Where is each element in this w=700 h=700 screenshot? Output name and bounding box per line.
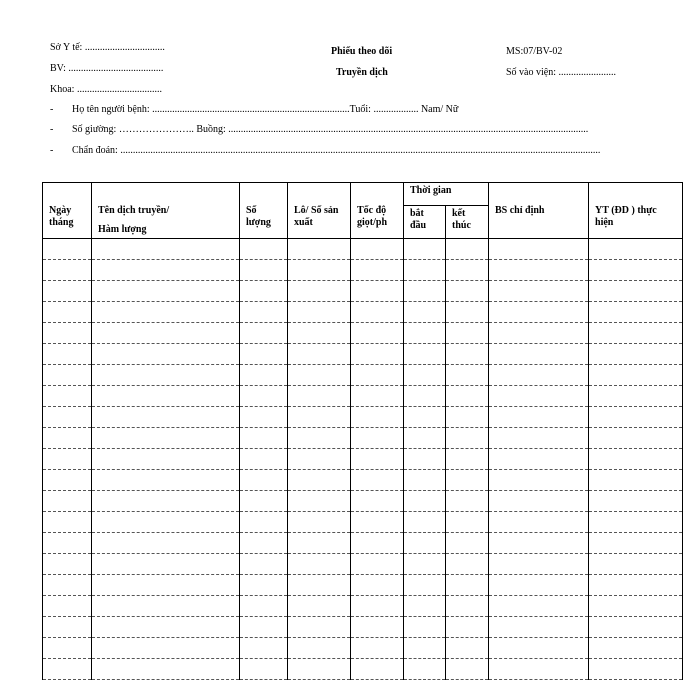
- table-cell[interactable]: [351, 428, 404, 449]
- table-cell[interactable]: [446, 407, 489, 428]
- table-cell[interactable]: [589, 386, 683, 407]
- form-title: Phiếu theo dõi: [331, 46, 393, 57]
- table-cell[interactable]: [589, 449, 683, 470]
- table-cell[interactable]: [240, 575, 288, 596]
- table-cell[interactable]: [404, 575, 446, 596]
- table-cell[interactable]: [351, 365, 404, 386]
- table-cell[interactable]: [92, 533, 240, 554]
- table-cell[interactable]: [43, 659, 92, 680]
- table-cell[interactable]: [43, 407, 92, 428]
- table-row: [43, 575, 683, 596]
- table-row: [43, 407, 683, 428]
- table-cell[interactable]: [489, 260, 589, 281]
- table-cell[interactable]: [446, 617, 489, 638]
- table-row: [43, 533, 683, 554]
- table-cell[interactable]: [404, 554, 446, 575]
- table-cell[interactable]: [43, 323, 92, 344]
- table-cell[interactable]: [489, 281, 589, 302]
- table-cell[interactable]: [446, 575, 489, 596]
- table-cell[interactable]: [240, 365, 288, 386]
- table-cell[interactable]: [92, 512, 240, 533]
- table-cell[interactable]: [446, 659, 489, 680]
- table-cell[interactable]: [240, 449, 288, 470]
- table-cell[interactable]: [404, 239, 446, 260]
- table-row: [43, 617, 683, 638]
- table-cell[interactable]: [404, 512, 446, 533]
- form-code: MS:07/BV-02: [506, 46, 563, 57]
- table-row: [43, 491, 683, 512]
- table-cell[interactable]: [489, 575, 589, 596]
- table-cell[interactable]: [288, 554, 351, 575]
- table-cell[interactable]: [351, 386, 404, 407]
- table-cell[interactable]: [92, 449, 240, 470]
- table-cell[interactable]: [489, 512, 589, 533]
- table-cell[interactable]: [240, 239, 288, 260]
- table-cell[interactable]: [404, 533, 446, 554]
- table-cell[interactable]: [43, 512, 92, 533]
- table-cell[interactable]: [446, 344, 489, 365]
- table-cell[interactable]: [489, 323, 589, 344]
- table-cell[interactable]: [92, 617, 240, 638]
- table-cell[interactable]: [489, 533, 589, 554]
- table-row: [43, 302, 683, 323]
- table-cell[interactable]: [446, 386, 489, 407]
- table-cell[interactable]: [446, 638, 489, 659]
- table-row: [43, 449, 683, 470]
- table-cell[interactable]: [489, 470, 589, 491]
- table-cell[interactable]: [92, 365, 240, 386]
- table-cell[interactable]: [589, 659, 683, 680]
- table-cell[interactable]: [288, 260, 351, 281]
- col-time-header: Thời gian: [404, 183, 489, 206]
- table-row: [43, 260, 683, 281]
- table-cell[interactable]: [489, 596, 589, 617]
- table-cell[interactable]: [351, 659, 404, 680]
- table-cell[interactable]: [43, 302, 92, 323]
- col-start-header: bắt đầu: [404, 206, 446, 239]
- table-cell[interactable]: [489, 659, 589, 680]
- table-row: [43, 596, 683, 617]
- table-cell[interactable]: [404, 281, 446, 302]
- table-cell[interactable]: [351, 407, 404, 428]
- table-cell[interactable]: [404, 428, 446, 449]
- col-infusion-name-header: [92, 183, 240, 239]
- patient-info-line: Họ tên người bệnh: ...............................................................................Tuổi: .................. Nam/ Nữ: [72, 104, 459, 115]
- table-cell[interactable]: [240, 302, 288, 323]
- table-cell[interactable]: [589, 260, 683, 281]
- table-cell[interactable]: [589, 407, 683, 428]
- table-cell[interactable]: [446, 365, 489, 386]
- table-cell[interactable]: [92, 260, 240, 281]
- table-cell[interactable]: [288, 344, 351, 365]
- table-cell[interactable]: [43, 596, 92, 617]
- table-cell[interactable]: [446, 260, 489, 281]
- diagnosis-line: Chẩn đoán: ................................................................................................................................................................................................: [72, 145, 601, 156]
- table-cell[interactable]: [404, 638, 446, 659]
- table-cell[interactable]: [489, 428, 589, 449]
- table-cell[interactable]: [446, 281, 489, 302]
- table-cell[interactable]: [43, 575, 92, 596]
- table-cell[interactable]: [92, 428, 240, 449]
- table-cell[interactable]: [446, 323, 489, 344]
- table-cell[interactable]: [240, 638, 288, 659]
- table-cell[interactable]: [92, 239, 240, 260]
- table-cell[interactable]: [446, 302, 489, 323]
- table-cell[interactable]: [446, 449, 489, 470]
- table-cell[interactable]: [240, 281, 288, 302]
- table-cell[interactable]: [489, 344, 589, 365]
- table-cell[interactable]: [446, 554, 489, 575]
- table-cell[interactable]: [43, 365, 92, 386]
- table-cell[interactable]: [351, 281, 404, 302]
- table-cell[interactable]: [404, 491, 446, 512]
- table-cell[interactable]: [404, 407, 446, 428]
- table-cell[interactable]: [288, 428, 351, 449]
- table-cell[interactable]: [489, 638, 589, 659]
- table-cell[interactable]: [288, 323, 351, 344]
- table-cell[interactable]: [351, 449, 404, 470]
- table-cell[interactable]: [446, 533, 489, 554]
- table-cell[interactable]: [240, 554, 288, 575]
- table-cell[interactable]: [288, 449, 351, 470]
- table-cell[interactable]: [589, 575, 683, 596]
- table-cell[interactable]: [92, 596, 240, 617]
- table-cell[interactable]: [351, 302, 404, 323]
- table-cell[interactable]: [351, 491, 404, 512]
- table-row: [43, 470, 683, 491]
- table-cell[interactable]: [589, 533, 683, 554]
- table-cell[interactable]: [589, 365, 683, 386]
- table-cell[interactable]: [288, 365, 351, 386]
- department-field: Khoa: ..................................: [50, 84, 162, 95]
- table-cell[interactable]: [351, 470, 404, 491]
- table-cell[interactable]: [240, 596, 288, 617]
- table-cell[interactable]: [43, 470, 92, 491]
- table-cell[interactable]: [240, 323, 288, 344]
- table-cell[interactable]: [351, 575, 404, 596]
- table-row: [43, 344, 683, 365]
- table-cell[interactable]: [446, 596, 489, 617]
- table-cell[interactable]: [92, 491, 240, 512]
- table-cell[interactable]: [489, 617, 589, 638]
- table-cell[interactable]: [589, 617, 683, 638]
- table-cell[interactable]: [446, 239, 489, 260]
- table-cell[interactable]: [43, 638, 92, 659]
- infusion-table: [42, 182, 683, 680]
- table-cell[interactable]: [43, 554, 92, 575]
- table-cell[interactable]: [489, 407, 589, 428]
- table-cell[interactable]: [43, 386, 92, 407]
- col-lot-header: Lô/ Số sản xuất: [288, 183, 351, 239]
- table-cell[interactable]: [489, 491, 589, 512]
- table-cell[interactable]: [489, 239, 589, 260]
- table-cell[interactable]: [43, 260, 92, 281]
- col-rate-header: Tốc độ giọt/ph: [351, 183, 404, 239]
- table-cell[interactable]: [288, 533, 351, 554]
- table-cell[interactable]: [288, 239, 351, 260]
- table-cell[interactable]: [288, 302, 351, 323]
- bullet-dash: -: [50, 145, 54, 156]
- table-cell[interactable]: [288, 596, 351, 617]
- table-cell[interactable]: [404, 260, 446, 281]
- col-quantity-header: Số lượng: [240, 183, 288, 239]
- table-cell[interactable]: [589, 344, 683, 365]
- table-cell[interactable]: [43, 281, 92, 302]
- table-cell[interactable]: [589, 302, 683, 323]
- table-cell[interactable]: [92, 659, 240, 680]
- table-body: [43, 239, 683, 680]
- table-cell[interactable]: [589, 596, 683, 617]
- col-end-header: kết thúc: [446, 206, 489, 239]
- col-nurse-header: YT (ĐD ) thực hiện: [589, 183, 683, 239]
- table-row: [43, 386, 683, 407]
- table-cell[interactable]: [288, 470, 351, 491]
- table-cell[interactable]: [240, 617, 288, 638]
- table-cell[interactable]: [288, 659, 351, 680]
- table-cell[interactable]: [240, 407, 288, 428]
- table-cell[interactable]: [92, 575, 240, 596]
- table-cell[interactable]: [489, 449, 589, 470]
- table-cell[interactable]: [404, 302, 446, 323]
- table-cell[interactable]: [351, 638, 404, 659]
- table-cell[interactable]: [240, 491, 288, 512]
- col-date-header: Ngày tháng: [43, 183, 92, 239]
- table-cell[interactable]: [446, 470, 489, 491]
- bullet-dash: -: [50, 124, 54, 135]
- table-cell[interactable]: [404, 470, 446, 491]
- table-row: [43, 365, 683, 386]
- table-cell[interactable]: [589, 239, 683, 260]
- table-cell[interactable]: [288, 512, 351, 533]
- table-row: [43, 239, 683, 260]
- table-cell[interactable]: [288, 617, 351, 638]
- table-cell[interactable]: [240, 659, 288, 680]
- table-cell[interactable]: [240, 344, 288, 365]
- table-row: [43, 638, 683, 659]
- table-cell[interactable]: [589, 428, 683, 449]
- table-cell[interactable]: [404, 659, 446, 680]
- admission-number-field: Số vào viện: .......................: [506, 67, 616, 78]
- table-cell[interactable]: [404, 365, 446, 386]
- table-cell[interactable]: [404, 596, 446, 617]
- table-cell[interactable]: [351, 596, 404, 617]
- col-infusion-name-line2: Hàm lượng: [98, 224, 147, 235]
- table-cell[interactable]: [43, 533, 92, 554]
- table-header-row: [43, 183, 683, 206]
- table-cell[interactable]: [351, 260, 404, 281]
- table-cell[interactable]: [288, 638, 351, 659]
- table-cell[interactable]: [351, 239, 404, 260]
- table-cell[interactable]: [92, 554, 240, 575]
- table-cell[interactable]: [240, 512, 288, 533]
- table-cell[interactable]: [240, 533, 288, 554]
- table-cell[interactable]: [589, 512, 683, 533]
- health-department-field: Sở Y tế: ................................: [50, 42, 165, 53]
- table-cell[interactable]: [240, 260, 288, 281]
- table-cell[interactable]: [43, 617, 92, 638]
- table-cell[interactable]: [589, 491, 683, 512]
- table-row: [43, 281, 683, 302]
- table-cell[interactable]: [43, 428, 92, 449]
- table-cell[interactable]: [446, 512, 489, 533]
- table-cell[interactable]: [43, 239, 92, 260]
- table-row: [43, 428, 683, 449]
- table-cell[interactable]: [489, 554, 589, 575]
- table-cell[interactable]: [404, 617, 446, 638]
- table-cell[interactable]: [351, 344, 404, 365]
- table-cell[interactable]: [489, 365, 589, 386]
- table-cell[interactable]: [351, 323, 404, 344]
- table-cell[interactable]: [589, 470, 683, 491]
- table-row: [43, 323, 683, 344]
- table-cell[interactable]: [43, 449, 92, 470]
- table-cell[interactable]: [92, 281, 240, 302]
- table-cell[interactable]: [240, 428, 288, 449]
- table-cell[interactable]: [288, 575, 351, 596]
- table-cell[interactable]: [446, 491, 489, 512]
- table-cell[interactable]: [446, 428, 489, 449]
- form-subtitle: Truyền dịch: [336, 67, 388, 78]
- table-cell[interactable]: [288, 407, 351, 428]
- table-cell[interactable]: [92, 323, 240, 344]
- table-cell[interactable]: [589, 281, 683, 302]
- table-cell[interactable]: [240, 386, 288, 407]
- table-cell[interactable]: [404, 323, 446, 344]
- table-cell[interactable]: [92, 638, 240, 659]
- table-cell[interactable]: [288, 386, 351, 407]
- table-cell[interactable]: [92, 344, 240, 365]
- hospital-field: BV: ......................................: [50, 63, 164, 74]
- col-infusion-name-line1: Tên dịch truyền/: [98, 205, 170, 216]
- table-cell[interactable]: [351, 554, 404, 575]
- table-cell[interactable]: [589, 638, 683, 659]
- table-cell[interactable]: [351, 617, 404, 638]
- table-cell[interactable]: [92, 386, 240, 407]
- table-cell[interactable]: [92, 302, 240, 323]
- table-cell[interactable]: [43, 491, 92, 512]
- bed-room-line: Số giường: ………………….. Buồng: ................................................................................................................................................: [72, 124, 589, 135]
- bullet-dash: -: [50, 104, 54, 115]
- table-cell[interactable]: [404, 386, 446, 407]
- table-cell[interactable]: [92, 407, 240, 428]
- table-row: [43, 554, 683, 575]
- table-cell[interactable]: [404, 449, 446, 470]
- table-cell[interactable]: [288, 281, 351, 302]
- col-doctor-header: BS chỉ định: [489, 183, 589, 239]
- table-cell[interactable]: [589, 323, 683, 344]
- table-cell[interactable]: [351, 533, 404, 554]
- table-row: [43, 659, 683, 680]
- table-cell[interactable]: [404, 344, 446, 365]
- table-cell[interactable]: [489, 302, 589, 323]
- table-cell[interactable]: [240, 470, 288, 491]
- table-cell[interactable]: [489, 386, 589, 407]
- table-cell[interactable]: [589, 554, 683, 575]
- table-row: [43, 512, 683, 533]
- table-cell[interactable]: [92, 470, 240, 491]
- table-cell[interactable]: [351, 512, 404, 533]
- table-cell[interactable]: [288, 491, 351, 512]
- table-cell[interactable]: [43, 344, 92, 365]
